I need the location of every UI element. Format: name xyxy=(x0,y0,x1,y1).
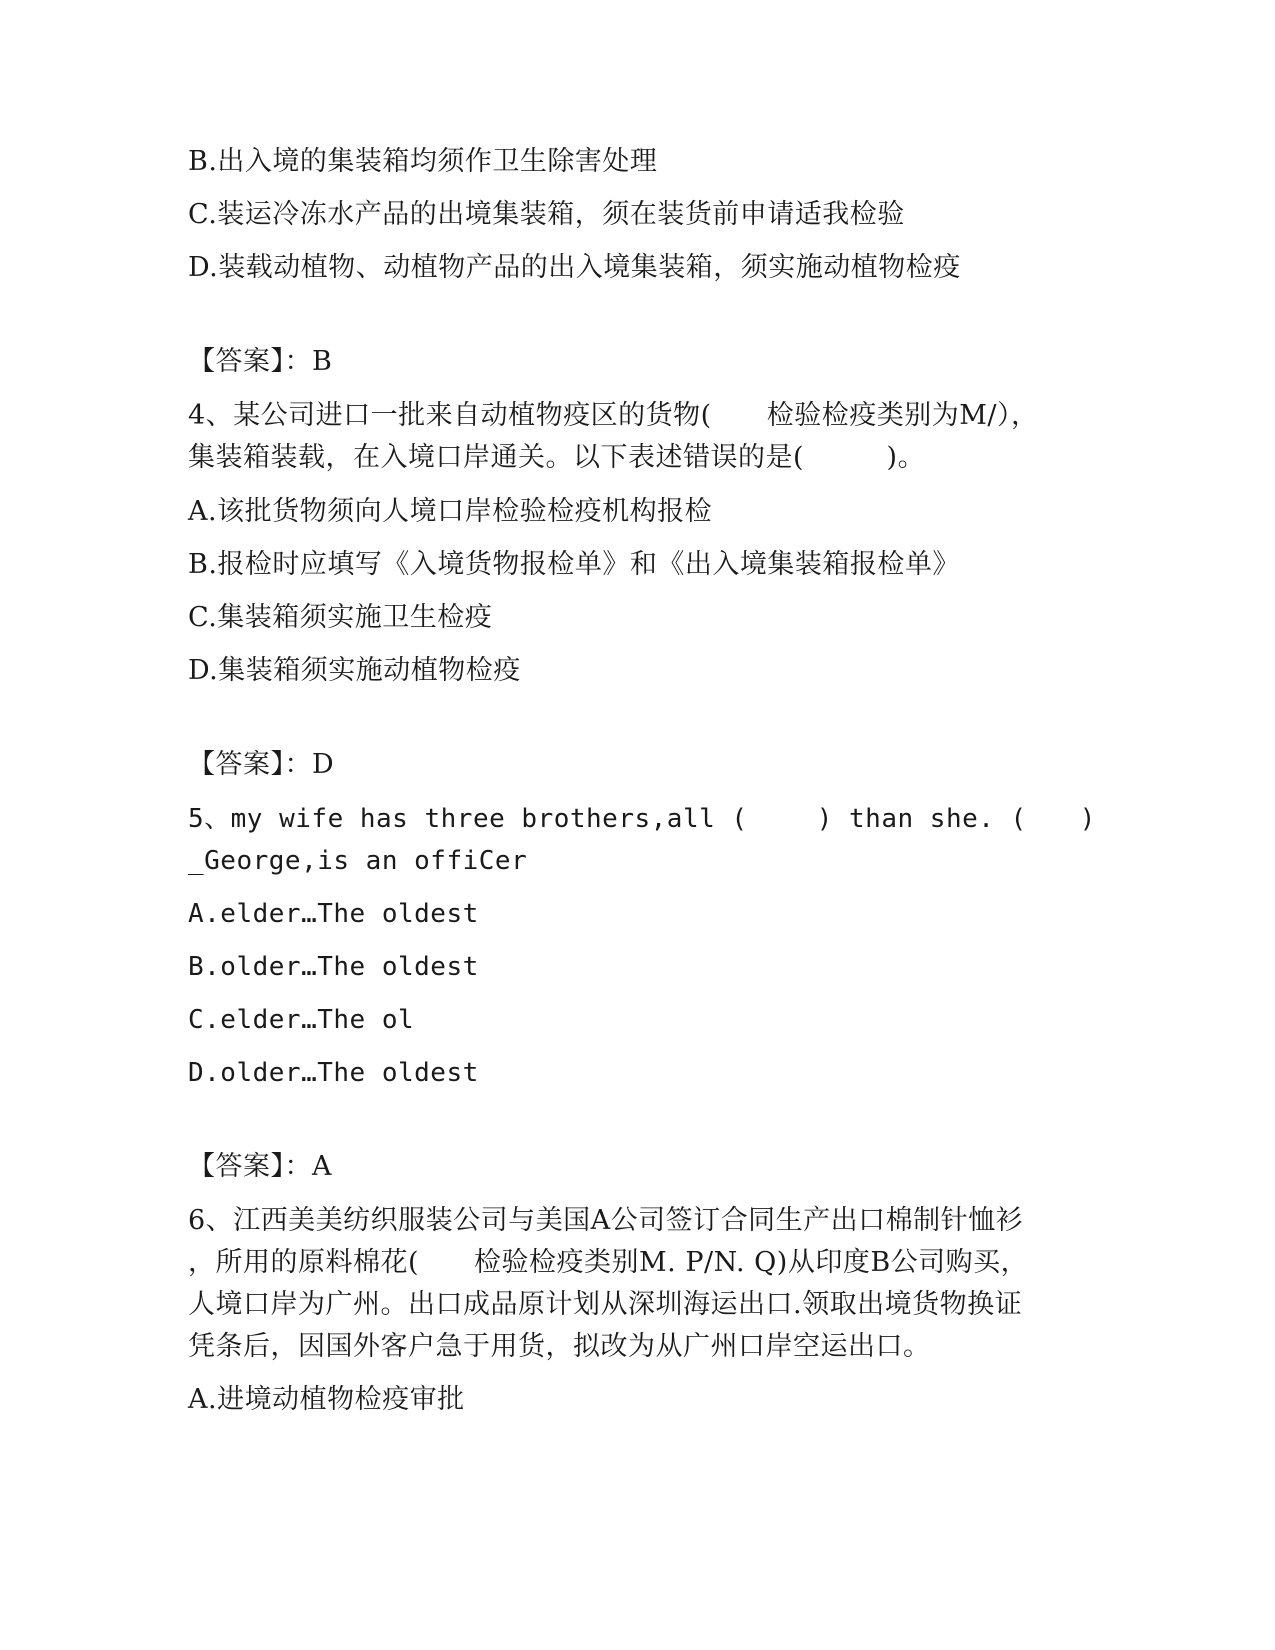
q4-stem-line-1: 4、某公司进口一批来自动植物疫区的货物( 检验检疫类别为M/）， xyxy=(188,400,1039,431)
q5-option-d: D.older…The oldest xyxy=(188,1058,479,1088)
q4-option-d: D.集装箱须实施动植物检疫 xyxy=(188,655,521,686)
q5-option-b: B.older…The oldest xyxy=(188,952,479,982)
q5-option-c: C.elder…The ol xyxy=(188,1005,415,1035)
q3-answer: 【答案】：B xyxy=(188,346,333,377)
q6-stem-line-4: 凭条后，因国外客户急于用货，拟改为从广州口岸空运出口。 xyxy=(188,1331,931,1362)
q4-option-c: C.集装箱须实施卫生检疫 xyxy=(188,602,493,633)
q3-option-c: C.装运冷冻水产品的出境集装箱，须在装货前申请适我检验 xyxy=(188,199,905,230)
q3-option-d: D.装载动植物、动植物产品的出入境集装箱，须实施动植物检疫 xyxy=(188,252,961,283)
q6-stem-line-1: 6、江西美美纺织服装公司与美国A公司签订合同生产出口棉制针恤衫 xyxy=(188,1205,1024,1236)
q6-option-a: A.进境动植物检疫审批 xyxy=(188,1384,465,1415)
q4-option-a: A.该批货物须向人境口岸检验检疫机构报检 xyxy=(188,496,713,527)
q3-option-b: B.出入境的集装箱均须作卫生除害处理 xyxy=(188,146,658,177)
q4-option-b: B.报检时应填写《入境货物报检单》和《出入境集装箱报检单》 xyxy=(188,549,960,580)
q4-stem-line-2: 集装箱装载，在入境口岸通关。以下表述错误的是( )。 xyxy=(188,442,926,473)
q5-stem-line-2: _George,is an offiCer xyxy=(188,846,528,876)
q4-answer: 【答案】：D xyxy=(188,749,335,780)
q6-stem-line-2: ，所用的原料棉花( 检验检疫类别M. P/N. Q)从印度B公司购买， xyxy=(188,1247,1029,1278)
q5-stem-line-1: 5、my wife has three brothers,all ( ) than she. ( ) xyxy=(188,804,1096,834)
q6-stem-line-3: 人境口岸为广州。出口成品原计划从深圳海运出口.领取出境货物换证 xyxy=(188,1289,1023,1320)
q5-option-a: A.elder…The oldest xyxy=(188,899,479,929)
q5-answer: 【答案】：A xyxy=(188,1151,332,1182)
